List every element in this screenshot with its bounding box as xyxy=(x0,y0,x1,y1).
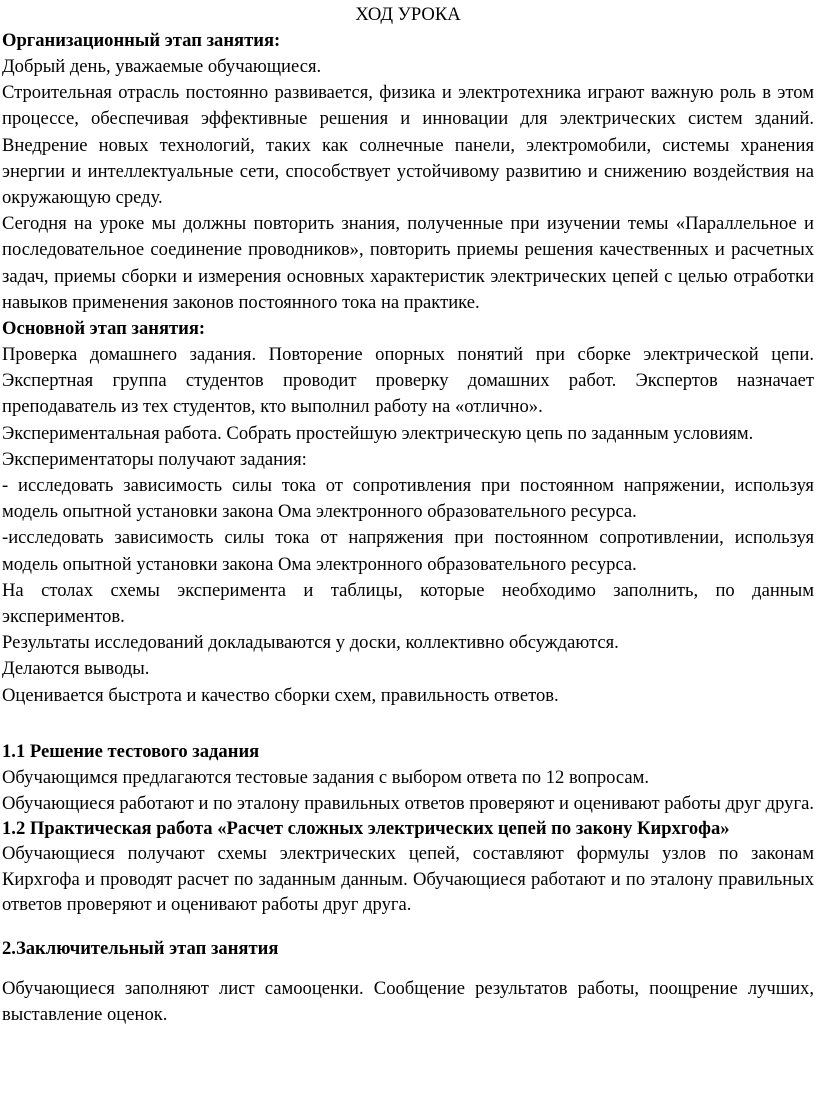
subsection-heading-practical: 1.2 Практическая работа «Расчет сложных электрических цепей по закону Кирхгофа» xyxy=(2,818,730,840)
paragraph-evaluation: Оценивается быстрота и качество сборки схем, правильность ответов. xyxy=(2,684,559,706)
spacer xyxy=(2,918,814,936)
paragraph-homework-check: Проверка домашнего задания. Повторение опорных понятий при сборке электрической цепи. Экспертная группа студентов проводит проверку домашних работ. Экспертов назначает преподаватель из тех студентов, кто выполнил работу на «отлично». xyxy=(2,344,814,418)
paragraph-industry: Строительная отрасль постоянно развивается, физика и электротехника играют важную роль в этом процессе, обеспечивая эффективные решения и инновации для электрических систем зданий. Внедрение новых технологий, таких как солнечные панели, электромобили, системы хранения энергии и интеллектуальные сети, способствует устойчивому развитию и снижению воздействия на окружающую среду. xyxy=(2,82,814,209)
paragraph-greeting: Добрый день, уважаемые обучающиеся. xyxy=(2,56,322,77)
spacer xyxy=(2,709,814,739)
paragraph-conclusions: Делаются выводы. xyxy=(2,658,150,680)
paragraph-peer-check: Обучающиеся работают и по эталону правильных ответов проверяют и оценивают работы друг друга. xyxy=(2,793,814,815)
paragraph-results: Результаты исследований докладываются у доски, коллективно обсуждаются. xyxy=(2,632,619,654)
section-heading-main: Основной этап занятия: xyxy=(2,318,206,340)
subsection-heading-test: 1.1 Решение тестового задания xyxy=(2,740,260,762)
paragraph-kirchhoff: Обучающиеся получают схемы электрических цепей, составляют формулы узлов по законам Кирхгофа и проводят расчет по заданным данным. Обучающиеся работают и по эталону правильных ответов проверяют и оценивают работы друг друга. xyxy=(2,843,814,916)
paragraph-task-voltage: -исследовать зависимость силы тока от напряжения при постоянном сопротивлении, используя модель опытной установки закона Ома электронного образовательного ресурса. xyxy=(2,527,814,575)
paragraph-experimenters: Экспериментаторы получают задания: xyxy=(2,448,307,470)
paragraph-test-tasks: Обучающимся предлагаются тестовые задания с выбором ответа по 12 вопросам. xyxy=(2,766,650,788)
paragraph-lesson-goal: Сегодня на уроке мы должны повторить знания, полученные при изучении темы «Параллельное и последовательное соединение проводников», повторить приемы решения качественных и расчетных задач, приемы сборки и измерения основных характеристик электрических цепей с целью отработки навыков применения законов постоянного тока на практике. xyxy=(2,213,814,313)
section-heading-organizational: Организационный этап занятия: xyxy=(2,30,281,51)
paragraph-final: Обучающиеся заполняют лист самооценки. Сообщение результатов работы, поощрение лучших, выставление оценок. xyxy=(2,978,814,1026)
paragraph-experiment: Экспериментальная работа. Собрать простейшую электрическую цепь по заданным условиям. xyxy=(2,422,754,444)
section-heading-final: 2.Заключительный этап занятия xyxy=(2,938,279,960)
paragraph-task-resistance: - исследовать зависимость силы тока от сопротивления при постоянном напряжении, используя модель опытной установки закона Ома электронного образовательного ресурса. xyxy=(2,475,814,523)
paragraph-tables: На столах схемы эксперимента и таблицы, которые необходимо заполнить, по данным экспериментов. xyxy=(2,579,814,628)
document-title: ХОД УРОКА xyxy=(355,4,461,25)
spacer xyxy=(2,962,814,976)
